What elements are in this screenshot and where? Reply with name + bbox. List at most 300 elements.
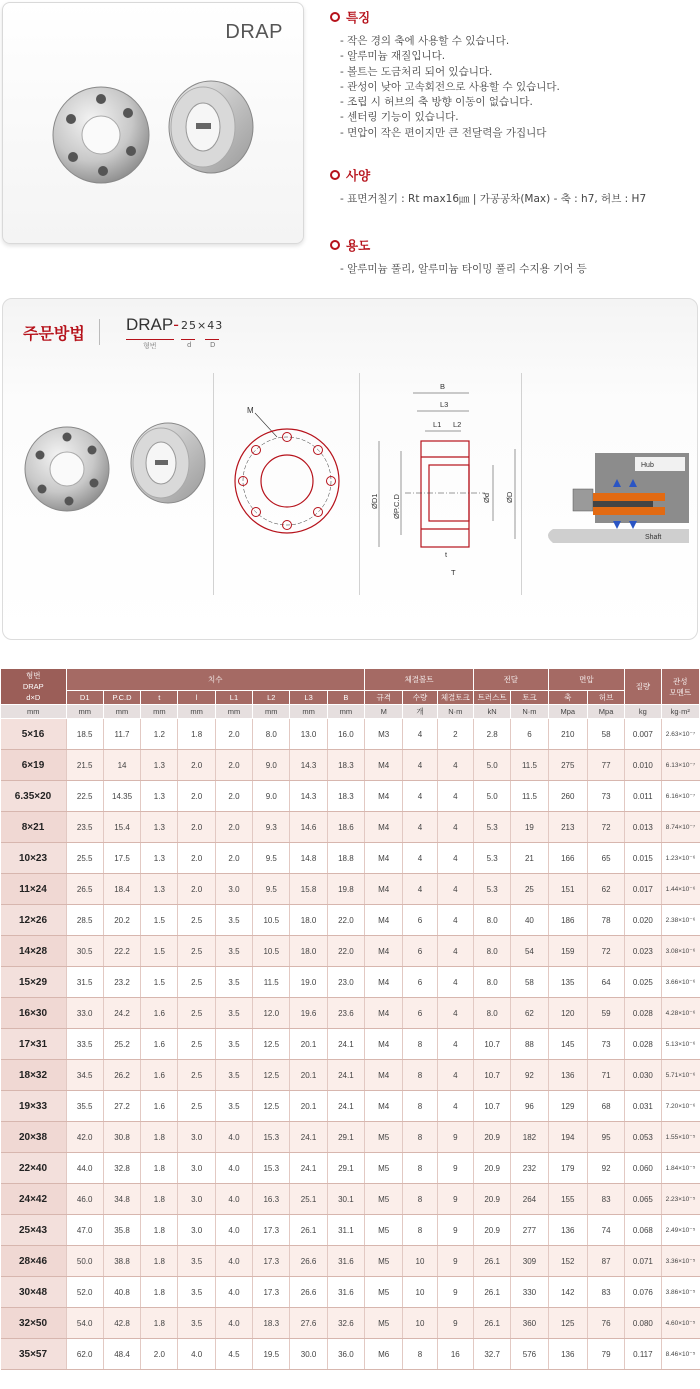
table-cell: 62	[511, 998, 548, 1029]
table-cell: 14.3	[290, 781, 327, 812]
table-cell: 20.9	[473, 1122, 510, 1153]
table-cell: 6	[403, 967, 437, 998]
table-row	[1, 998, 700, 1029]
table-cell: 145	[548, 1029, 587, 1060]
table-cell: 1.6	[141, 1029, 178, 1060]
table-cell: 5.13×10⁻⁶	[661, 1029, 699, 1060]
table-cell: 9	[437, 1308, 473, 1339]
table-cell: 24.1	[290, 1122, 327, 1153]
table-cell: 4.0	[215, 1122, 252, 1153]
table-cell: 0.053	[625, 1122, 661, 1153]
model-cell: 10×23	[1, 843, 67, 874]
table-cell: 360	[511, 1308, 548, 1339]
table-cell: 2.5	[178, 936, 215, 967]
feature-item: - 관성이 낮아 고속회전으로 사용할 수 있습니다.	[340, 80, 560, 93]
table-cell: 120	[548, 998, 587, 1029]
table-cell: 1.6	[141, 1091, 178, 1122]
table-cell: 12.5	[253, 1091, 290, 1122]
table-row	[1, 905, 700, 936]
table-cell: 2.38×10⁻⁶	[661, 905, 699, 936]
table-cell: 8	[403, 1060, 437, 1091]
model-cell: 30×48	[1, 1277, 67, 1308]
unit-cell: mm	[103, 705, 140, 719]
table-cell: 0.010	[625, 750, 661, 781]
table-cell: 186	[548, 905, 587, 936]
table-cell: 9.3	[253, 812, 290, 843]
table-cell: 1.8	[141, 1184, 178, 1215]
table-cell: 125	[548, 1308, 587, 1339]
table-cell: 136	[548, 1215, 587, 1246]
table-cell: 9.0	[253, 750, 290, 781]
header-weight: 질량	[625, 669, 661, 705]
table-cell: 2.0	[215, 843, 252, 874]
table-cell: 64	[587, 967, 624, 998]
model-cell: 18×32	[1, 1060, 67, 1091]
table-cell: 10	[403, 1246, 437, 1277]
table-cell: 2.0	[215, 812, 252, 843]
table-row	[1, 1122, 700, 1153]
label-D1: ØD1	[370, 493, 379, 509]
table-cell: 213	[548, 812, 587, 843]
order-code-size: 25×43	[181, 319, 224, 332]
table-cell: 31.5	[66, 967, 103, 998]
table-cell: 9	[437, 1184, 473, 1215]
table-cell: 18.3	[327, 781, 364, 812]
table-row	[1, 1339, 700, 1370]
table-cell: M4	[365, 998, 403, 1029]
table-cell: 30.1	[327, 1184, 364, 1215]
table-cell: 0.071	[625, 1246, 661, 1277]
unit-cell: mm	[215, 705, 252, 719]
table-cell: 0.031	[625, 1091, 661, 1122]
header-col: t	[141, 691, 178, 705]
table-cell: 16.3	[253, 1184, 290, 1215]
model-cell: 35×57	[1, 1339, 67, 1370]
table-cell: 23.5	[66, 812, 103, 843]
table-cell: 19	[511, 812, 548, 843]
order-product-photo	[23, 419, 213, 519]
feature-item: - 알루미늄 재질입니다.	[340, 50, 446, 63]
table-cell: M4	[365, 967, 403, 998]
table-cell: 2.5	[178, 998, 215, 1029]
table-cell: 47.0	[66, 1215, 103, 1246]
usage-section	[330, 236, 587, 277]
features-section	[330, 8, 560, 141]
table-cell: 88	[511, 1029, 548, 1060]
table-cell: 179	[548, 1153, 587, 1184]
product-name: DRAP	[225, 21, 283, 43]
unit-cell: 개	[403, 705, 437, 719]
product-image-box	[2, 2, 304, 244]
table-cell: 12.0	[253, 998, 290, 1029]
order-code-dash: -	[173, 315, 179, 334]
table-cell: 10.5	[253, 936, 290, 967]
front-view-drawing	[225, 395, 353, 545]
table-cell: 4	[437, 874, 473, 905]
table-cell: 8.74×10⁻⁷	[661, 812, 699, 843]
table-cell: M4	[365, 843, 403, 874]
header-dims: 치수	[66, 669, 365, 691]
table-cell: 19.8	[327, 874, 364, 905]
table-cell: 1.3	[141, 843, 178, 874]
table-cell: 26.1	[473, 1308, 510, 1339]
table-cell: 17.3	[253, 1246, 290, 1277]
table-cell: 73	[587, 1029, 624, 1060]
header-col: 트러스트	[473, 691, 510, 705]
table-cell: 260	[548, 781, 587, 812]
table-cell: 1.8	[141, 1215, 178, 1246]
table-cell: 2.5	[178, 1029, 215, 1060]
table-cell: 20.1	[290, 1029, 327, 1060]
header-pressure: 면압	[548, 669, 625, 691]
table-cell: M3	[365, 719, 403, 750]
table-cell: 136	[548, 1060, 587, 1091]
table-cell: 18.5	[66, 719, 103, 750]
table-cell: 26.1	[473, 1246, 510, 1277]
label-T: T	[451, 568, 456, 577]
table-cell: 1.8	[141, 1246, 178, 1277]
unit-cell: mm	[327, 705, 364, 719]
table-cell: 87	[587, 1246, 624, 1277]
model-cell: 22×40	[1, 1153, 67, 1184]
table-cell: M6	[365, 1339, 403, 1370]
order-sub-d: d	[187, 341, 192, 349]
table-cell: 33.5	[66, 1029, 103, 1060]
table-row	[1, 936, 700, 967]
table-cell: 194	[548, 1122, 587, 1153]
table-cell: 10.7	[473, 1029, 510, 1060]
label-PCD: ØP.C.D	[392, 494, 401, 519]
table-cell: 52.0	[66, 1277, 103, 1308]
table-cell: 14.35	[103, 781, 140, 812]
table-cell: 18.0	[290, 905, 327, 936]
table-cell: 0.065	[625, 1184, 661, 1215]
table-cell: 32.8	[103, 1153, 140, 1184]
unit-cell: mm	[253, 705, 290, 719]
table-cell: 10	[403, 1308, 437, 1339]
model-cell: 5×16	[1, 719, 67, 750]
table-cell: 46.0	[66, 1184, 103, 1215]
header-col: l	[178, 691, 215, 705]
table-cell: 2.49×10⁻⁵	[661, 1215, 699, 1246]
table-cell: 1.5	[141, 967, 178, 998]
table-cell: 83	[587, 1277, 624, 1308]
table-cell: 8.0	[473, 936, 510, 967]
table-cell: 62.0	[66, 1339, 103, 1370]
table-cell: 0.025	[625, 967, 661, 998]
feature-item: - 센터링 기능이 있습니다.	[340, 111, 459, 124]
table-cell: 20.9	[473, 1215, 510, 1246]
table-cell: M4	[365, 1060, 403, 1091]
table-cell: 31.1	[327, 1215, 364, 1246]
label-L2: L2	[453, 420, 462, 429]
table-cell: 10.7	[473, 1091, 510, 1122]
table-cell: 8.0	[473, 967, 510, 998]
usage-title: 용도	[346, 238, 371, 253]
table-cell: 25	[511, 874, 548, 905]
table-cell: 3.5	[178, 1246, 215, 1277]
table-cell: 11.5	[253, 967, 290, 998]
table-cell: M4	[365, 1029, 403, 1060]
feature-item: - 작은 경의 축에 사용할 수 있습니다.	[340, 35, 510, 47]
table-cell: 78	[587, 905, 624, 936]
unit-cell: N·m	[437, 705, 473, 719]
table-cell: 1.84×10⁻⁵	[661, 1153, 699, 1184]
table-cell: 26.1	[290, 1215, 327, 1246]
table-cell: 3.5	[215, 1091, 252, 1122]
model-cell: 16×30	[1, 998, 67, 1029]
table-cell: 2.0	[178, 781, 215, 812]
table-cell: 4.60×10⁻⁵	[661, 1308, 699, 1339]
bullet-circle-icon	[330, 12, 340, 22]
table-cell: 30.8	[103, 1122, 140, 1153]
unit-cell: mm	[178, 705, 215, 719]
table-cell: M4	[365, 812, 403, 843]
table-cell: 5.3	[473, 874, 510, 905]
table-cell: 3.5	[178, 1308, 215, 1339]
table-cell: 30.0	[290, 1339, 327, 1370]
unit-cell: Mpa	[587, 705, 624, 719]
table-row	[1, 843, 700, 874]
unit-cell: kN	[473, 705, 510, 719]
model-cell: 6×19	[1, 750, 67, 781]
table-cell: 10.7	[473, 1060, 510, 1091]
table-cell: 58	[587, 719, 624, 750]
table-cell: 38.8	[103, 1246, 140, 1277]
order-title: 주문방법	[23, 324, 85, 343]
label-t: t	[445, 550, 448, 559]
table-cell: 4	[437, 812, 473, 843]
table-cell: 16.0	[327, 719, 364, 750]
header-trans: 전달	[473, 669, 548, 691]
table-cell: 23.2	[103, 967, 140, 998]
table-cell: 32.6	[327, 1308, 364, 1339]
table-cell: M5	[365, 1215, 403, 1246]
table-cell: 3.5	[215, 1060, 252, 1091]
table-cell: 1.8	[141, 1308, 178, 1339]
label-L3: L3	[440, 400, 449, 409]
divider	[99, 319, 100, 345]
bullet-circle-icon	[330, 170, 340, 180]
order-code	[126, 315, 179, 335]
table-cell: 4	[437, 905, 473, 936]
label-L1: L1	[433, 420, 442, 429]
table-cell: 4	[403, 874, 437, 905]
table-cell: 3.0	[178, 1153, 215, 1184]
table-cell: 54.0	[66, 1308, 103, 1339]
table-cell: 0.030	[625, 1060, 661, 1091]
table-cell: 72	[587, 936, 624, 967]
model-cell: 11×24	[1, 874, 67, 905]
bullet-circle-icon	[330, 240, 340, 250]
table-cell: 12.5	[253, 1029, 290, 1060]
table-cell: 4	[437, 1060, 473, 1091]
table-cell: 3.5	[178, 1277, 215, 1308]
table-cell: 4	[437, 1029, 473, 1060]
table-cell: 13.0	[290, 719, 327, 750]
table-cell: 8.46×10⁻⁵	[661, 1339, 699, 1370]
table-cell: 10	[403, 1277, 437, 1308]
table-row	[1, 1277, 700, 1308]
table-cell: 23.0	[327, 967, 364, 998]
table-cell: 19.6	[290, 998, 327, 1029]
table-cell: 4.0	[215, 1215, 252, 1246]
header-bolt: 체결볼트	[365, 669, 474, 691]
table-cell: 0.020	[625, 905, 661, 936]
model-cell: 32×50	[1, 1308, 67, 1339]
table-cell: 18.0	[290, 936, 327, 967]
table-cell: 20.9	[473, 1153, 510, 1184]
table-cell: 4.0	[215, 1184, 252, 1215]
unit-cell: kg	[625, 705, 661, 719]
table-cell: 24.2	[103, 998, 140, 1029]
spec-item: - 표면거칠기 : Rt max16㎛ | 가공공차(Max) - 축 : h7, 허브 : H7	[340, 193, 647, 205]
table-cell: M5	[365, 1277, 403, 1308]
table-cell: 1.8	[178, 719, 215, 750]
table-cell: 0.023	[625, 936, 661, 967]
feature-item: - 조립 시 허브의 축 방향 이동이 없습니다.	[340, 96, 533, 109]
table-cell: 7.20×10⁻⁶	[661, 1091, 699, 1122]
label-hub: Hub	[641, 462, 654, 469]
table-cell: 0.015	[625, 843, 661, 874]
header-inertia: 관성 모멘트	[661, 669, 699, 705]
table-cell: 2.5	[178, 905, 215, 936]
table-cell: 73	[587, 781, 624, 812]
table-cell: 14.8	[290, 843, 327, 874]
table-cell: 74	[587, 1215, 624, 1246]
table-cell: 23.6	[327, 998, 364, 1029]
table-cell: 40	[511, 905, 548, 936]
table-cell: 330	[511, 1277, 548, 1308]
table-cell: 1.8	[141, 1122, 178, 1153]
table-cell: 20.1	[290, 1060, 327, 1091]
header-col: 축	[548, 691, 587, 705]
table-cell: 0.011	[625, 781, 661, 812]
table-cell: 17.3	[253, 1215, 290, 1246]
table-cell: 18.8	[327, 843, 364, 874]
header-model: 형번 DRAP d×D	[1, 669, 67, 705]
table-cell: 79	[587, 1339, 624, 1370]
table-cell: 2.0	[215, 750, 252, 781]
table-cell: 20.1	[290, 1091, 327, 1122]
table-cell: 15.4	[103, 812, 140, 843]
table-cell: 25.5	[66, 843, 103, 874]
table-cell: 4.5	[215, 1339, 252, 1370]
table-row	[1, 1308, 700, 1339]
table-cell: 18.3	[253, 1308, 290, 1339]
header-col: 규격	[365, 691, 403, 705]
table-cell: 5.71×10⁻⁶	[661, 1060, 699, 1091]
table-cell: 77	[587, 750, 624, 781]
table-cell: 4.0	[215, 1153, 252, 1184]
table-cell: M4	[365, 874, 403, 905]
table-cell: 1.2	[141, 719, 178, 750]
table-cell: 4	[403, 719, 437, 750]
order-code-model: DRAP	[126, 315, 174, 334]
table-cell: 28.5	[66, 905, 103, 936]
table-row	[1, 1184, 700, 1215]
table-cell: 2.0	[178, 874, 215, 905]
table-cell: 71	[587, 1060, 624, 1091]
table-cell: 2.0	[141, 1339, 178, 1370]
table-cell: 14.3	[290, 750, 327, 781]
header-col: 체결토크	[437, 691, 473, 705]
product-photo	[51, 75, 261, 195]
table-cell: 14	[103, 750, 140, 781]
model-cell: 28×46	[1, 1246, 67, 1277]
table-cell: 3.5	[215, 967, 252, 998]
table-cell: 8	[403, 1029, 437, 1060]
table-cell: 36.0	[327, 1339, 364, 1370]
table-cell: 33.0	[66, 998, 103, 1029]
table-cell: 2.0	[215, 719, 252, 750]
table-cell: 9.5	[253, 874, 290, 905]
table-cell: 17.3	[253, 1277, 290, 1308]
table-cell: 6.16×10⁻⁷	[661, 781, 699, 812]
table-cell: 4	[403, 750, 437, 781]
table-cell: 21	[511, 843, 548, 874]
table-cell: 58	[511, 967, 548, 998]
header-col: L1	[215, 691, 252, 705]
table-cell: 35.5	[66, 1091, 103, 1122]
table-cell: 92	[587, 1153, 624, 1184]
table-cell: 8	[403, 1091, 437, 1122]
table-cell: 2.0	[178, 812, 215, 843]
table-cell: 10.5	[253, 905, 290, 936]
table-cell: 25.2	[103, 1029, 140, 1060]
table-cell: 2.5	[178, 1060, 215, 1091]
table-cell: 2.5	[178, 1091, 215, 1122]
table-cell: 4	[403, 812, 437, 843]
table-row	[1, 781, 700, 812]
header-col: P.C.D	[103, 691, 140, 705]
table-cell: 24.1	[327, 1060, 364, 1091]
table-cell: 5.0	[473, 750, 510, 781]
table-cell: M5	[365, 1153, 403, 1184]
table-cell: 92	[511, 1060, 548, 1091]
specs-title: 사양	[346, 168, 371, 183]
header-col: 토크	[511, 691, 548, 705]
table-cell: 4	[437, 843, 473, 874]
table-row	[1, 1091, 700, 1122]
model-cell: 12×26	[1, 905, 67, 936]
order-sub-type: 형번	[143, 342, 157, 350]
table-cell: 1.6	[141, 1060, 178, 1091]
table-cell: 12.5	[253, 1060, 290, 1091]
table-cell: 4	[437, 1091, 473, 1122]
table-cell: 15.3	[253, 1153, 290, 1184]
model-cell: 15×29	[1, 967, 67, 998]
table-cell: 27.2	[103, 1091, 140, 1122]
order-method-box	[2, 298, 698, 640]
table-cell: 0.028	[625, 1029, 661, 1060]
table-cell: 31.6	[327, 1246, 364, 1277]
table-cell: 3.5	[215, 905, 252, 936]
header-col: L2	[253, 691, 290, 705]
table-cell: 2.63×10⁻⁷	[661, 719, 699, 750]
table-cell: 264	[511, 1184, 548, 1215]
table-cell: 1.3	[141, 750, 178, 781]
underline	[126, 339, 174, 340]
model-cell: 17×31	[1, 1029, 67, 1060]
table-cell: 3.36×10⁻⁵	[661, 1246, 699, 1277]
table-cell: 151	[548, 874, 587, 905]
table-cell: M4	[365, 936, 403, 967]
table-cell: M5	[365, 1308, 403, 1339]
table-cell: 16	[437, 1339, 473, 1370]
table-cell: 4.28×10⁻⁶	[661, 998, 699, 1029]
table-cell: 2.23×10⁻⁵	[661, 1184, 699, 1215]
